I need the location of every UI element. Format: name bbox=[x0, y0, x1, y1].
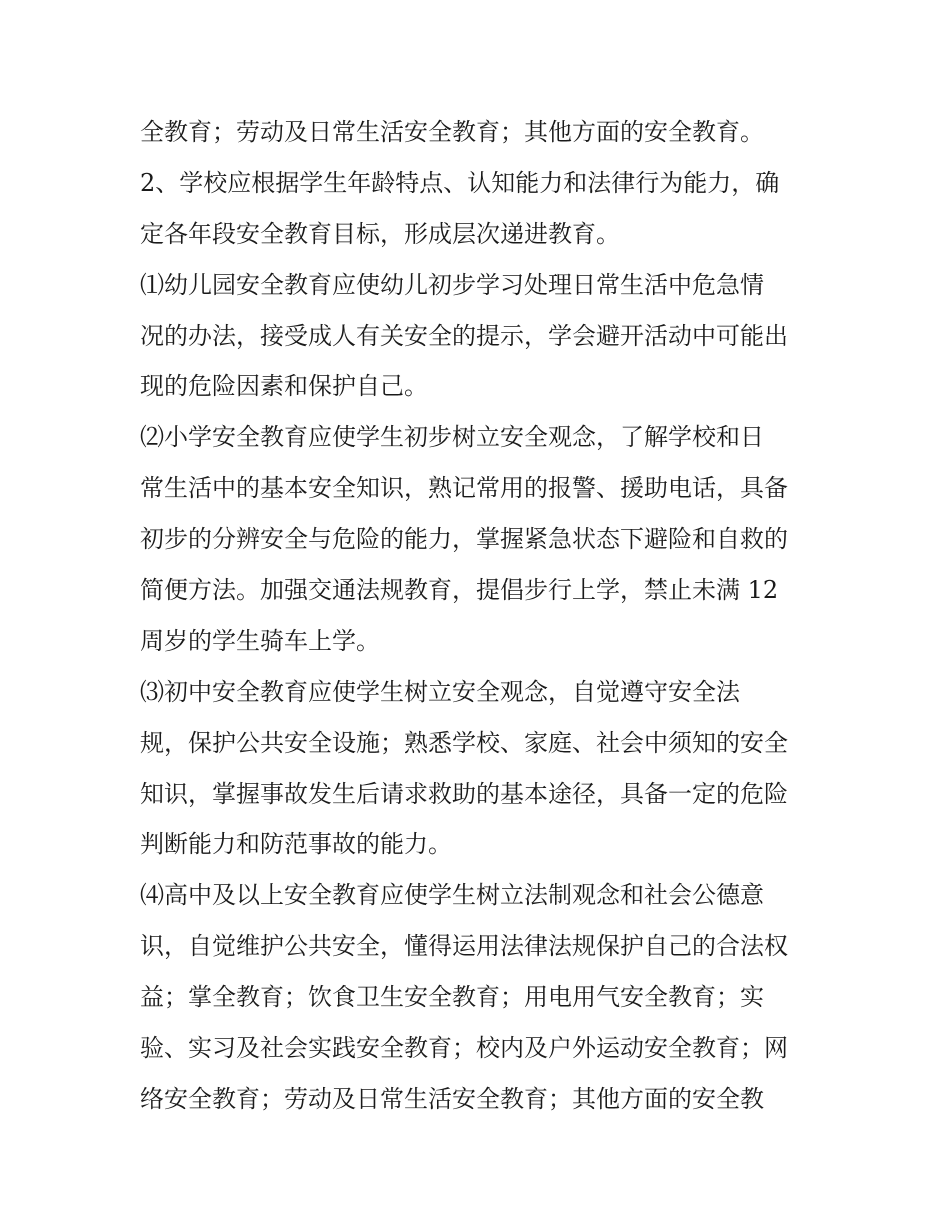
text-line: 周岁的学生骑车上学。 bbox=[140, 626, 380, 655]
text-line: ⑷高中及以上安全教育应使学生树立法制观念和社会公德意 bbox=[140, 881, 764, 910]
text-line: 初步的分辨安全与危险的能力，掌握紧急状态下避险和自救的 bbox=[140, 525, 788, 554]
text-line: ⑶初中安全教育应使学生树立安全观念，自觉遵守安全法 bbox=[140, 677, 740, 706]
text-line: 2、学校应根据学生年龄特点、认知能力和法律行为能力，确 bbox=[140, 168, 780, 197]
text-line: 况的办法，接受成人有关安全的提示，学会避开活动中可能出 bbox=[140, 321, 788, 350]
text-line: 定各年段安全教育目标，形成层次递进教育。 bbox=[140, 219, 620, 248]
text-line: 知识，掌握事故发生后请求救助的基本途径，具备一定的危险 bbox=[140, 779, 788, 808]
text-line: 规，保护公共安全设施；熟悉学校、家庭、社会中须知的安全 bbox=[140, 728, 788, 757]
text-line: 简便方法。加强交通法规教育，提倡步行上学，禁止未满 12 bbox=[140, 576, 779, 605]
text-line: 常生活中的基本安全知识，熟记常用的报警、援助电话，具备 bbox=[140, 474, 788, 503]
text-line: 现的危险因素和保护自己。 bbox=[140, 372, 428, 401]
text-line: 全教育；劳动及日常生活安全教育；其他方面的安全教育。 bbox=[140, 118, 764, 146]
text-line: 判断能力和防范事故的能力。 bbox=[140, 830, 452, 859]
text-line: ⑵小学安全教育应使学生初步树立安全观念，了解学校和日 bbox=[140, 423, 764, 452]
text-line: 络安全教育；劳动及日常生活安全教育；其他方面的安全教 bbox=[140, 1084, 764, 1113]
text-line: 益；掌全教育；饮食卫生安全教育；用电用气安全教育；实 bbox=[140, 983, 764, 1012]
text-line: 识，自觉维护公共安全，懂得运用法律法规保护自己的合法权 bbox=[140, 932, 788, 961]
text-line: 验、实习及社会实践安全教育；校内及户外运动安全教育；网 bbox=[140, 1034, 788, 1063]
body-text bbox=[140, 107, 820, 1125]
text-line: ⑴幼儿园安全教育应使幼儿初步学习处理日常生活中危急情 bbox=[140, 270, 764, 299]
